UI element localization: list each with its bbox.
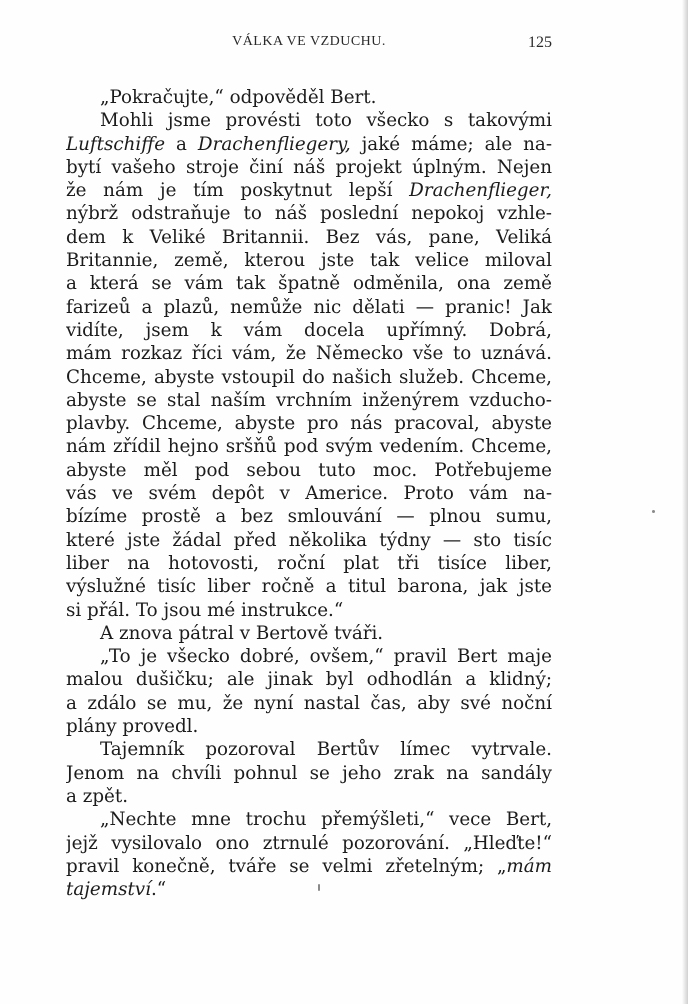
- text-line: abyste se stal naším vrchním inženýrem vzducho-: [66, 389, 552, 411]
- text-line: nám zřídil hejno sršňů pod svým vedením. Chceme,: [66, 436, 552, 458]
- ink-speck: [652, 510, 655, 513]
- text-line: tajemství.“: [66, 879, 167, 901]
- text-line: dem k Veliké Britannii. Bez vás, pane, Veliká: [66, 226, 552, 248]
- text-line: nýbrž odstraňuje to náš poslední nepokoj vzhle-: [66, 203, 552, 225]
- text-line: vás ve svém depôt v Americe. Proto vám na-: [66, 483, 552, 505]
- text-line: jejž vysilovalo ono ztrnulé pozorování. „Hleďte!“: [66, 832, 552, 854]
- text-line: vidíte, jsem k vám docela upřímný. Dobrá,: [66, 319, 552, 341]
- running-title: VÁLKA VE VZDUCHU.: [232, 34, 386, 49]
- text-line: bízíme prostě a bez smlouvání — plnou sumu,: [66, 506, 552, 528]
- text-line: výslužné tisíc liber ročně a titul barona, jak jste: [66, 576, 552, 598]
- text-line: mám rozkaz říci vám, že Německo vše to uznává.: [66, 343, 552, 365]
- text-line: a zpět.: [66, 785, 129, 807]
- text-line: Tajemník pozoroval Bertův límec vytrvale.: [100, 739, 552, 761]
- text-line: plavby. Chceme, abyste pro nás pracoval, abyste: [66, 413, 552, 435]
- text-line: liber na hotovosti, roční plat tři tisíce liber,: [66, 552, 552, 574]
- text-line: farizeů a plazů, nemůže nic dělati — pranic! Jak: [66, 296, 552, 318]
- text-line: si přál. To jsou mé instrukce.“: [66, 599, 344, 621]
- text-line: abyste měl pod sebou tuto moc. Potřebujeme: [66, 459, 552, 481]
- text-line: a zdálo se mu, že nyní nastal čas, aby své noční: [66, 692, 552, 714]
- page-edge-shadow: [682, 0, 688, 1004]
- text-line: Chceme, abyste vstoupil do našich služeb. Chceme,: [66, 366, 552, 388]
- ink-speck: [318, 884, 320, 891]
- text-line: bytí vašeho stroje činí náš projekt úplným. Nejen: [66, 156, 552, 178]
- text-line: které jste žádal před několika týdny — sto tisíc: [66, 529, 552, 551]
- text-line: a která se vám tak špatně odměnila, ona země: [66, 273, 552, 295]
- running-head: [66, 34, 552, 54]
- text-line: malou dušičku; ale jinak byl odhodlán a klidný;: [66, 669, 552, 691]
- text-line: „Nechte mne trochu přemýšleti,“ vece Bert,: [100, 809, 552, 831]
- text-line: „Pokračujte,“ odpověděl Bert.: [100, 87, 377, 108]
- page-number: 125: [528, 34, 552, 51]
- text-line: plány provedl.: [66, 716, 199, 738]
- text-line: Mohli jsme provésti toto všecko s takovými: [100, 110, 552, 132]
- text-line: Luftschiffe a Drachenfliegery, jaké máme; ale na-: [66, 133, 552, 155]
- text-line: Jenom na chvíli pohnul se jeho zrak na sandály: [66, 762, 552, 784]
- text-line: „To je všecko dobré, ovšem,“ pravil Bert maje: [100, 646, 552, 668]
- text-line: pravil konečně, tváře se velmi zřetelným; „mám: [66, 855, 552, 877]
- text-line: A znova pátral v Bertově tváři.: [100, 622, 384, 644]
- body-text: [66, 86, 552, 901]
- text-line: že nám je tím poskytnut lepší Drachenflieger,: [66, 180, 552, 202]
- text-line: Britannie, země, kterou jste tak velice miloval: [66, 250, 552, 272]
